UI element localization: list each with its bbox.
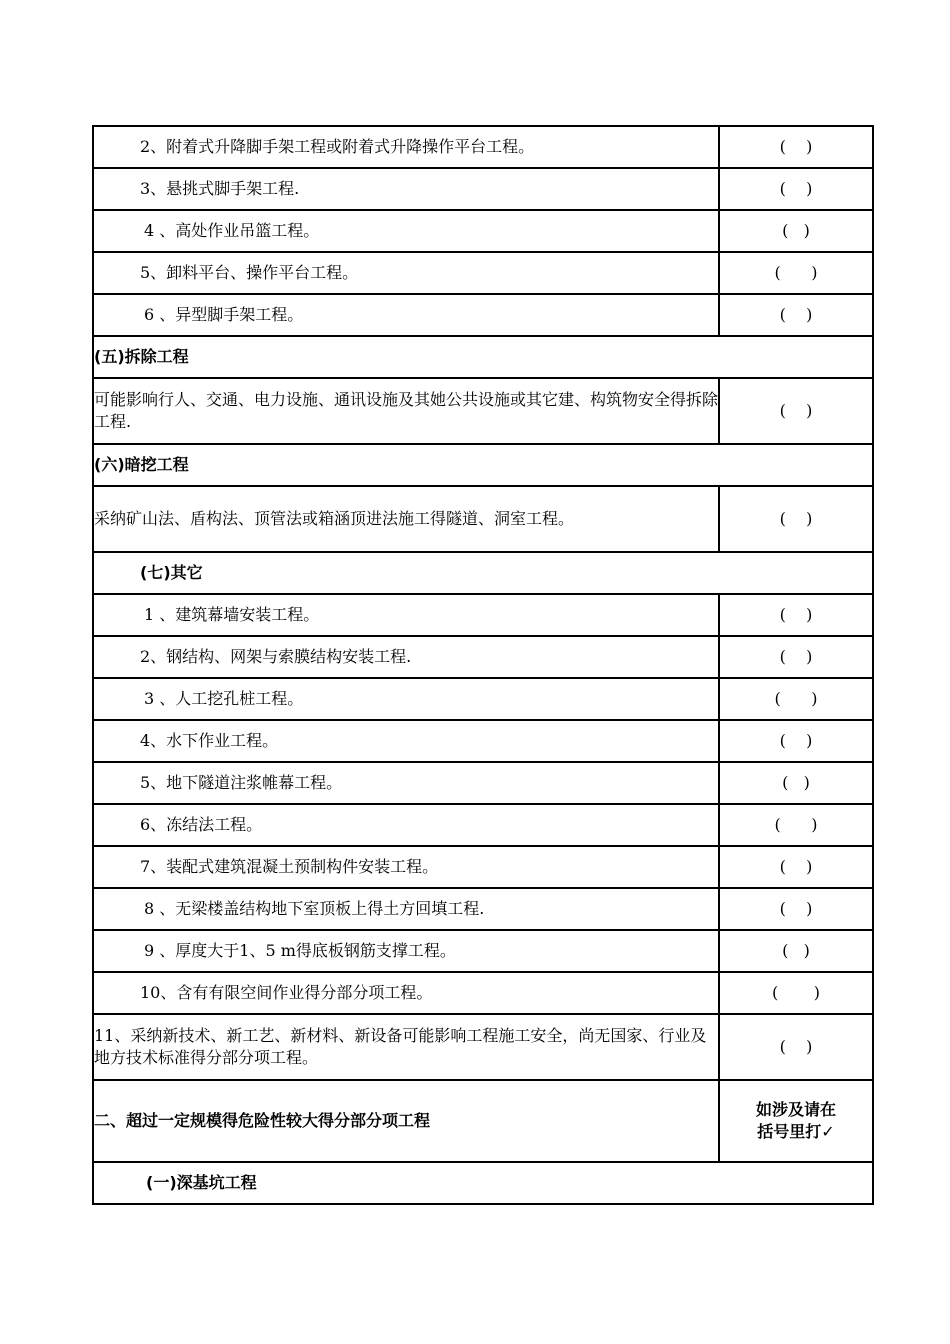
table-row [93,594,873,636]
checkbox-cell[interactable] [719,846,873,888]
table-row [93,678,873,720]
instruction-line: 括号里打✓ [757,1122,835,1141]
item-label: 3 、人工挖孔桩工程。 [144,689,304,708]
check-parentheses: ( ) [774,689,818,708]
item-label: 8 、无梁楼盖结构地下室顶板上得土方回填工程. [144,899,485,918]
table-row [93,126,873,168]
item-text [93,846,719,888]
table-row [93,486,873,552]
checkbox-cell[interactable] [719,678,873,720]
checkbox-cell[interactable] [719,168,873,210]
checkbox-cell[interactable] [719,888,873,930]
item-label: 5、地下隧道注浆帷幕工程。 [140,773,343,792]
checkbox-cell[interactable] [719,252,873,294]
part-title: 二、超过一定规模得危险性较大得分部分项工程 [93,1080,719,1162]
item-text [93,210,719,252]
checkbox-cell[interactable] [719,1014,873,1080]
part-header-row [93,1080,873,1162]
table-row [93,210,873,252]
item-label: 10、含有有限空间作业得分部分项工程。 [140,983,433,1002]
item-label: 6 、异型脚手架工程。 [144,305,304,324]
section-header-row [93,336,873,378]
checkbox-cell[interactable] [719,594,873,636]
check-parentheses: ( ) [774,263,818,282]
item-label: 7、装配式建筑混凝土预制构件安装工程。 [140,857,439,876]
section-title: (五)拆除工程 [93,336,873,378]
check-parentheses: ( ) [779,509,813,528]
check-parentheses: ( ) [779,899,813,918]
checkbox-cell[interactable] [719,762,873,804]
check-instruction [719,1080,873,1162]
item-label: 4、水下作业工程。 [140,731,279,750]
table-row [93,636,873,678]
item-label: 4 、高处作业吊篮工程。 [144,221,320,240]
check-parentheses: ( ) [779,731,813,750]
check-parentheses: ( ) [774,815,818,834]
checkbox-cell[interactable] [719,210,873,252]
section-header-row [93,444,873,486]
table-row [93,888,873,930]
table-row [93,972,873,1014]
check-parentheses: ( ) [779,1037,813,1056]
table-row [93,168,873,210]
item-text [93,486,719,552]
check-parentheses: ( ) [779,179,813,198]
item-text [93,930,719,972]
table-row [93,1014,873,1080]
section-title: (一)深基坑工程 [93,1162,873,1204]
item-text [93,888,719,930]
check-parentheses: ( ) [779,647,813,666]
instruction-line: 如涉及请在 [755,1100,836,1119]
item-label: 3、悬挑式脚手架工程. [140,179,300,198]
item-text [93,294,719,336]
table-row [93,378,873,444]
checkbox-cell[interactable] [719,930,873,972]
checkbox-cell[interactable] [719,294,873,336]
table-row [93,762,873,804]
item-label: 2、附着式升降脚手架工程或附着式升降操作平台工程。 [140,137,535,156]
item-text [93,720,719,762]
item-text [93,378,719,444]
check-parentheses: ( ) [771,983,821,1002]
item-text [93,252,719,294]
section-header-row [93,1162,873,1204]
table-row [93,930,873,972]
item-text [93,1014,719,1080]
item-text [93,126,719,168]
section-header-row [93,552,873,594]
item-text [93,594,719,636]
check-parentheses: ( ) [779,401,813,420]
table-row [93,294,873,336]
item-text [93,972,719,1014]
check-parentheses: ( ) [782,773,810,792]
check-parentheses: ( ) [779,857,813,876]
item-label: 采纳矿山法、盾构法、顶管法或箱涵顶进法施工得隧道、洞室工程。 [94,509,575,528]
item-text [93,636,719,678]
section-title: (六)暗挖工程 [93,444,873,486]
check-parentheses: ( ) [779,605,813,624]
item-label: 11、采纳新技术、新工艺、新材料、新设备可能影响工程施工安全，尚无国家、行业及地方技术标准得分部分项工程。 [94,1026,707,1067]
checkbox-cell[interactable] [719,486,873,552]
item-label: 1 、建筑幕墙安装工程。 [144,605,320,624]
checkbox-cell[interactable] [719,378,873,444]
checkbox-cell[interactable] [719,636,873,678]
checkbox-cell[interactable] [719,126,873,168]
checkbox-cell[interactable] [719,720,873,762]
item-text [93,678,719,720]
hazard-project-checklist-table [92,125,874,1205]
check-parentheses: ( ) [782,941,810,960]
item-text [93,168,719,210]
checkbox-cell[interactable] [719,972,873,1014]
item-label: 可能影响行人、交通、电力设施、通讯设施及其她公共设施或其它建、构筑物安全得拆除工程. [94,390,719,431]
item-text [93,762,719,804]
item-label: 6、冻结法工程。 [140,815,263,834]
table-row [93,846,873,888]
item-label: 5、卸料平台、操作平台工程。 [140,263,359,282]
checkbox-cell[interactable] [719,804,873,846]
item-label: 9 、厚度大于1、5 m得底板钢筋支撑工程。 [144,941,456,960]
item-text [93,804,719,846]
item-label: 2、钢结构、网架与索膜结构安装工程. [140,647,412,666]
table-row [93,252,873,294]
check-parentheses: ( ) [779,305,813,324]
check-parentheses: ( ) [782,221,810,240]
check-parentheses: ( ) [779,137,813,156]
section-title: (七)其它 [93,552,873,594]
table-row [93,720,873,762]
table-row [93,804,873,846]
